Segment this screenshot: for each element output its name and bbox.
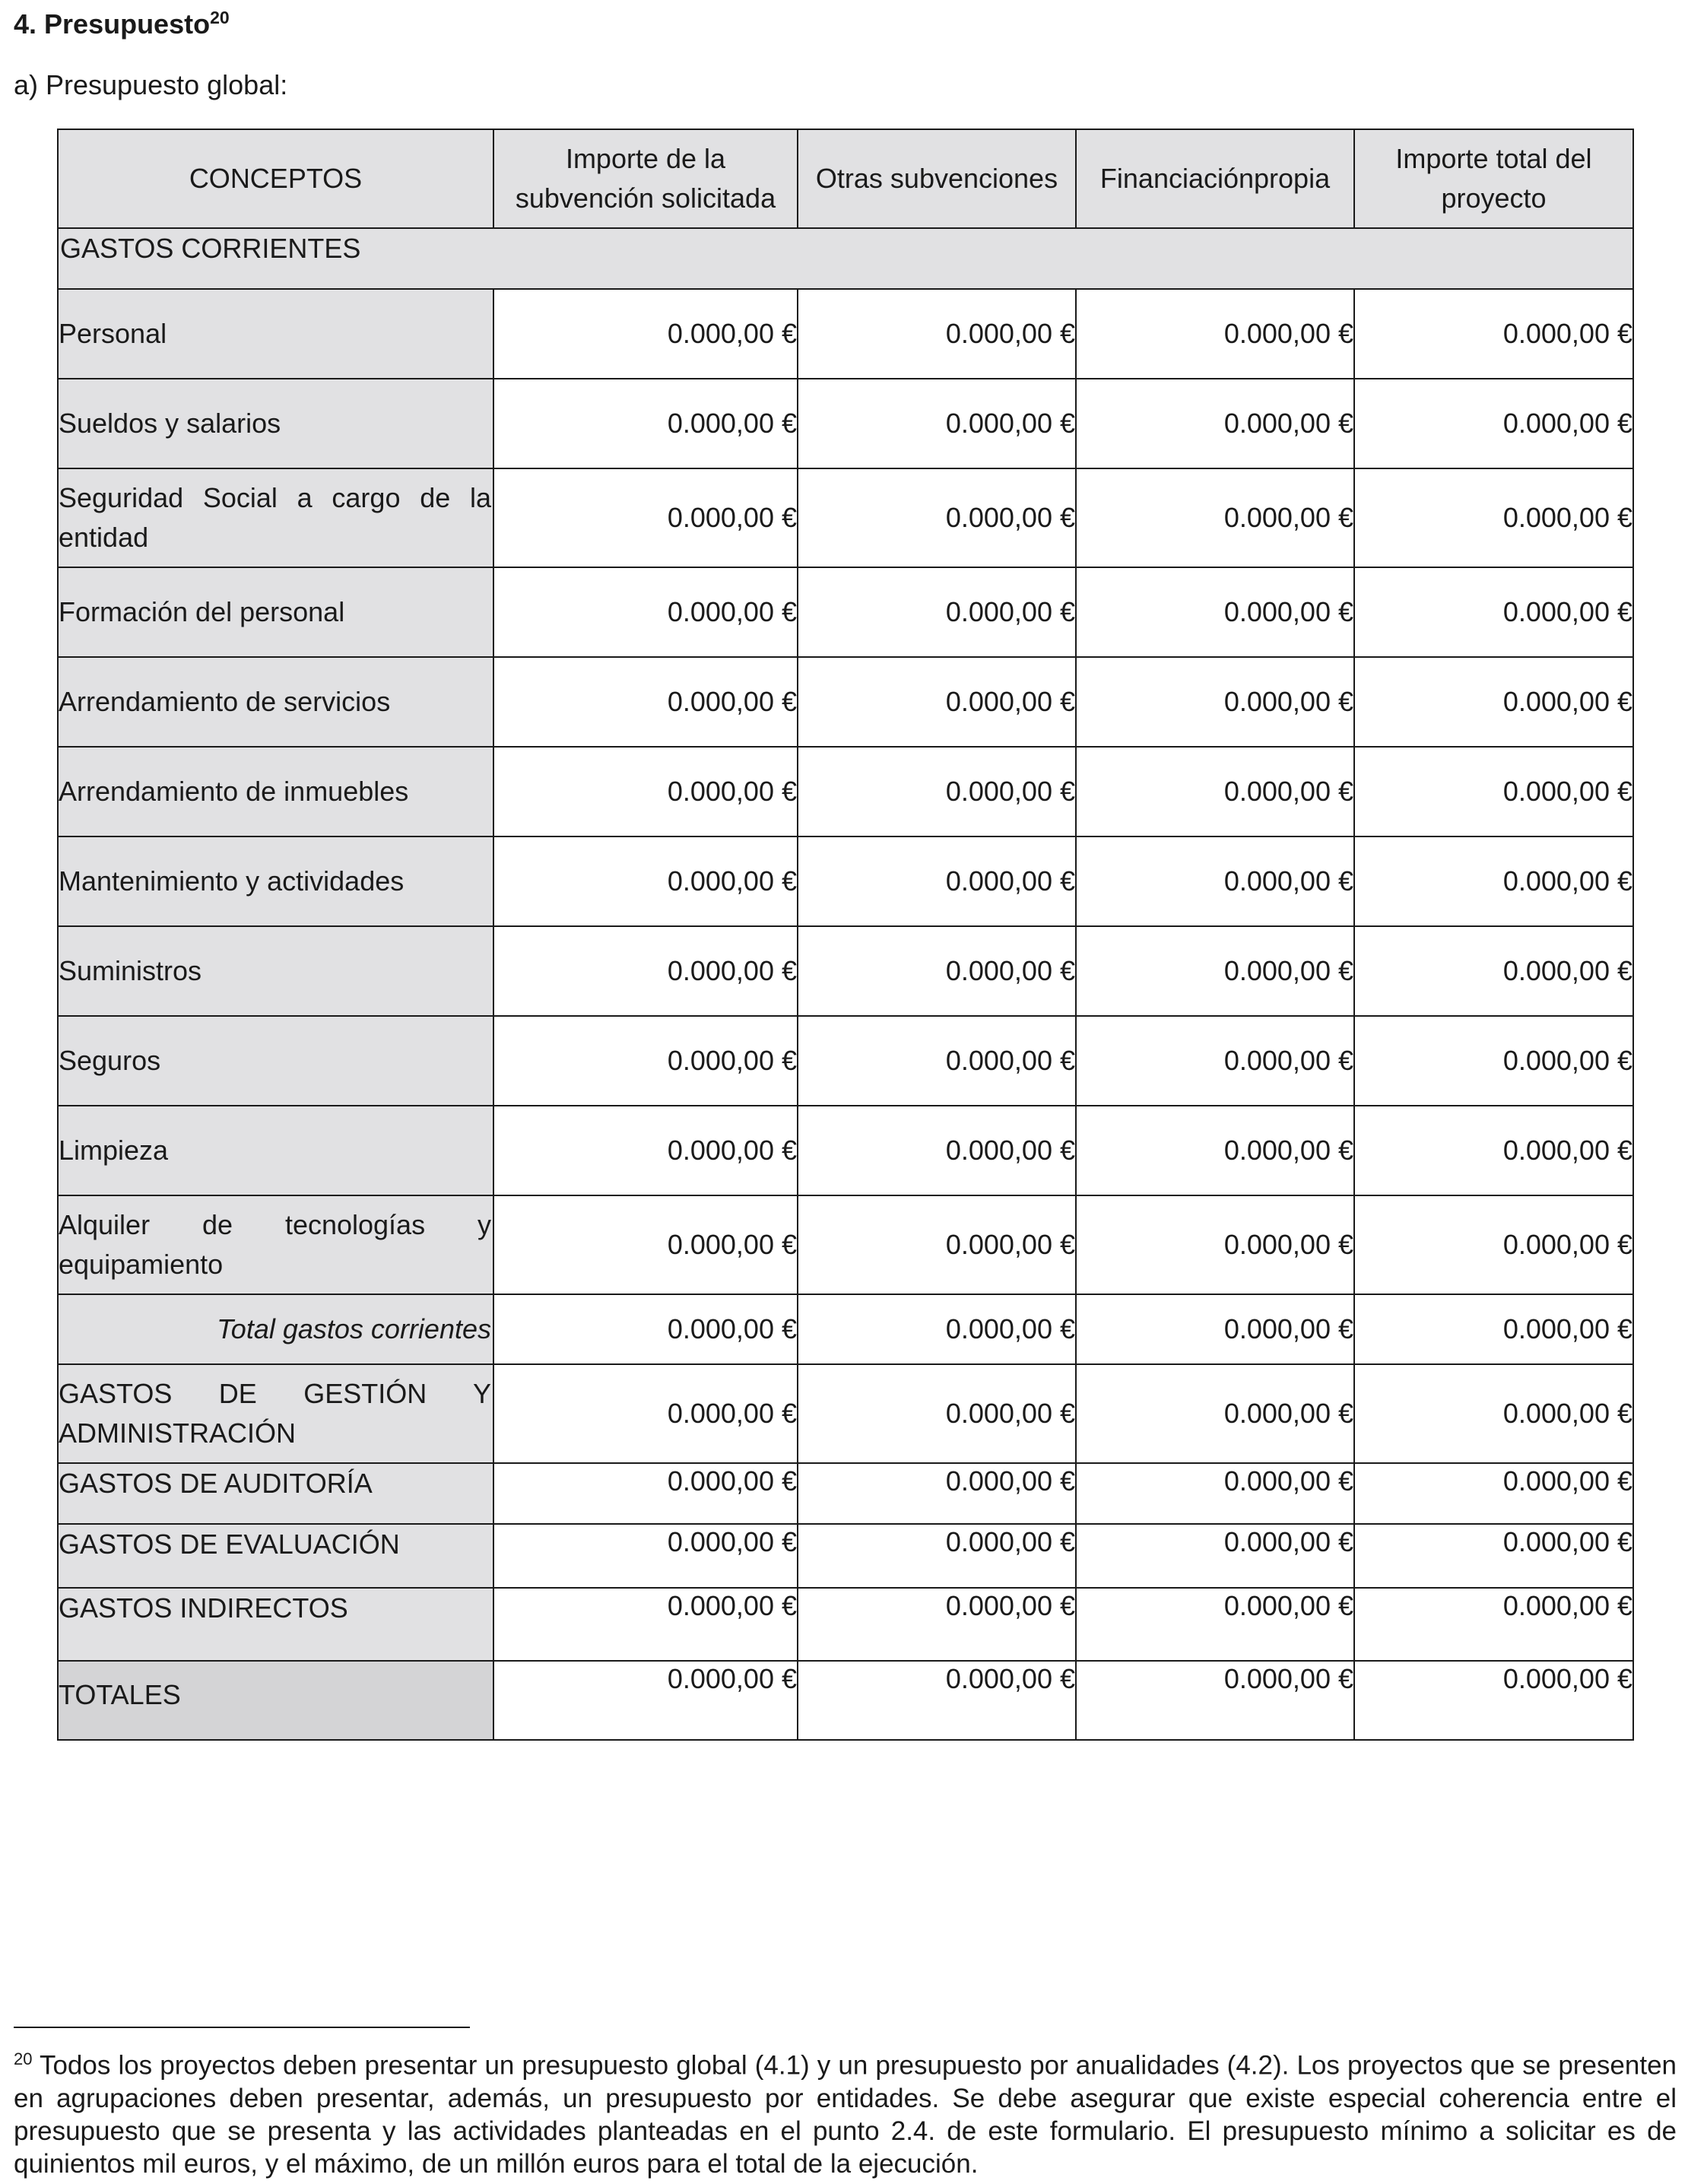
amount-cell[interactable]: 0.000,00 €: [1076, 1661, 1354, 1740]
amount-cell[interactable]: 0.000,00 €: [1076, 1364, 1354, 1463]
amount-cell[interactable]: 0.000,00 €: [1076, 289, 1354, 379]
amount-cell[interactable]: 0.000,00 €: [1354, 926, 1633, 1016]
table-row: [58, 1661, 1633, 1740]
amount-cell[interactable]: 0.000,00 €: [1354, 289, 1633, 379]
amount-cell[interactable]: 0.000,00 €: [1076, 657, 1354, 747]
amount-cell[interactable]: 0.000,00 €: [1354, 567, 1633, 657]
amount-cell[interactable]: 0.000,00 €: [798, 657, 1076, 747]
header-otras-subvenciones: Otras subvenciones: [798, 129, 1076, 228]
concept-cell: Limpieza: [58, 1106, 493, 1195]
amount-cell[interactable]: 0.000,00 €: [493, 379, 798, 468]
amount-cell[interactable]: 0.000,00 €: [493, 1106, 798, 1195]
amount-cell[interactable]: 0.000,00 €: [798, 1195, 1076, 1294]
concept-cell: Personal: [58, 289, 493, 379]
footnote-reference: 20: [210, 8, 230, 27]
amount-cell[interactable]: 0.000,00 €: [493, 1661, 798, 1740]
table-row: [58, 747, 1633, 836]
amount-cell[interactable]: 0.000,00 €: [1354, 1195, 1633, 1294]
table-row: [58, 1524, 1633, 1588]
table-row: [58, 1588, 1633, 1661]
amount-cell[interactable]: 0.000,00 €: [493, 289, 798, 379]
concept-cell: GASTOS INDIRECTOS: [58, 1588, 493, 1661]
amount-cell[interactable]: 0.000,00 €: [1076, 1195, 1354, 1294]
concept-cell: Alquiler de tecnologías y equipamiento: [58, 1195, 493, 1294]
table-row: [58, 289, 1633, 379]
amount-cell[interactable]: 0.000,00 €: [1354, 1661, 1633, 1740]
footnote: [14, 2043, 1677, 2180]
amount-cell[interactable]: 0.000,00 €: [798, 836, 1076, 926]
amount-cell[interactable]: 0.000,00 €: [1076, 1524, 1354, 1588]
amount-cell[interactable]: 0.000,00 €: [798, 1106, 1076, 1195]
amount-cell[interactable]: 0.000,00 €: [1354, 1106, 1633, 1195]
header-importe-subvencion: Importe de la subvención solicitada: [493, 129, 798, 228]
amount-cell[interactable]: 0.000,00 €: [1076, 379, 1354, 468]
amount-cell[interactable]: 0.000,00 €: [493, 468, 798, 567]
table-row: [58, 926, 1633, 1016]
section-title: [14, 8, 230, 40]
amount-cell[interactable]: 0.000,00 €: [1076, 1016, 1354, 1106]
concept-cell: Sueldos y salarios: [58, 379, 493, 468]
amount-cell[interactable]: 0.000,00 €: [798, 567, 1076, 657]
amount-cell[interactable]: 0.000,00 €: [1354, 657, 1633, 747]
amount-cell[interactable]: 0.000,00 €: [1076, 836, 1354, 926]
amount-cell[interactable]: 0.000,00 €: [1076, 468, 1354, 567]
amount-cell[interactable]: 0.000,00 €: [493, 747, 798, 836]
budget-table: [57, 129, 1634, 1741]
amount-cell[interactable]: 0.000,00 €: [1076, 1106, 1354, 1195]
amount-cell[interactable]: 0.000,00 €: [1076, 1294, 1354, 1364]
amount-cell[interactable]: 0.000,00 €: [1076, 747, 1354, 836]
amount-cell[interactable]: 0.000,00 €: [798, 289, 1076, 379]
amount-cell[interactable]: 0.000,00 €: [798, 468, 1076, 567]
footnote-text: Todos los proyectos deben presentar un presupuesto global (4.1) y un presupuesto por anualidades (4.2). Los proyectos que se presenten en agrupaciones deben presentar, además, un presupuesto por entidades. Se debe asegurar que existe especial coherencia entre el presupuesto que se presenta y las actividades planteadas en el punto 2.4. de este formulario. El presupuesto mínimo a solicitar es de quinientos mil euros, y el máximo, de un millón euros para el total de la ejecución.: [14, 2050, 1677, 2179]
amount-cell[interactable]: 0.000,00 €: [798, 1364, 1076, 1463]
amount-cell[interactable]: 0.000,00 €: [1354, 1524, 1633, 1588]
amount-cell[interactable]: 0.000,00 €: [493, 1524, 798, 1588]
amount-cell[interactable]: 0.000,00 €: [798, 1463, 1076, 1524]
concept-cell: Arrendamiento de inmuebles: [58, 747, 493, 836]
amount-cell[interactable]: 0.000,00 €: [1354, 1294, 1633, 1364]
header-financiacion-propia: Financiaciónpropia: [1076, 129, 1354, 228]
amount-cell[interactable]: 0.000,00 €: [1354, 1463, 1633, 1524]
amount-cell[interactable]: 0.000,00 €: [1076, 926, 1354, 1016]
amount-cell[interactable]: 0.000,00 €: [1354, 1016, 1633, 1106]
concept-cell: GASTOS DE EVALUACIÓN: [58, 1524, 493, 1588]
group-label: GASTOS CORRIENTES: [58, 228, 1633, 289]
amount-cell[interactable]: 0.000,00 €: [493, 1364, 798, 1463]
footnote-number: 20: [14, 2049, 33, 2068]
concept-cell: Seguridad Social a cargo de la entidad: [58, 468, 493, 567]
header-importe-total: Importe total del proyecto: [1354, 129, 1633, 228]
amount-cell[interactable]: 0.000,00 €: [798, 379, 1076, 468]
amount-cell[interactable]: 0.000,00 €: [1354, 468, 1633, 567]
amount-cell[interactable]: 0.000,00 €: [493, 657, 798, 747]
concept-cell: Arrendamiento de servicios: [58, 657, 493, 747]
amount-cell[interactable]: 0.000,00 €: [798, 1588, 1076, 1661]
amount-cell[interactable]: 0.000,00 €: [493, 1016, 798, 1106]
concept-cell: Mantenimiento y actividades: [58, 836, 493, 926]
concept-cell: TOTALES: [58, 1661, 493, 1740]
amount-cell[interactable]: 0.000,00 €: [493, 1588, 798, 1661]
amount-cell[interactable]: 0.000,00 €: [1076, 1588, 1354, 1661]
section-title-text: 4. Presupuesto: [14, 8, 211, 40]
amount-cell[interactable]: 0.000,00 €: [493, 836, 798, 926]
table-row: [58, 1016, 1633, 1106]
amount-cell[interactable]: 0.000,00 €: [1076, 1463, 1354, 1524]
amount-cell[interactable]: 0.000,00 €: [798, 1294, 1076, 1364]
amount-cell[interactable]: 0.000,00 €: [798, 1016, 1076, 1106]
table-row: [58, 1364, 1633, 1463]
amount-cell[interactable]: 0.000,00 €: [493, 926, 798, 1016]
amount-cell[interactable]: 0.000,00 €: [493, 567, 798, 657]
footnote-divider: [14, 2027, 470, 2028]
concept-cell: Formación del personal: [58, 567, 493, 657]
table-row: [58, 1463, 1633, 1524]
concept-cell: Total gastos corrientes: [58, 1294, 493, 1364]
header-conceptos: CONCEPTOS: [58, 129, 493, 228]
table-row: [58, 657, 1633, 747]
amount-cell[interactable]: 0.000,00 €: [1354, 747, 1633, 836]
table-row: [58, 1195, 1633, 1294]
group-row-gastos-corrientes: [58, 228, 1633, 289]
table-row: [58, 567, 1633, 657]
amount-cell[interactable]: 0.000,00 €: [493, 1294, 798, 1364]
concept-cell: GASTOS DE GESTIÓN Y ADMINISTRACIÓN: [58, 1364, 493, 1463]
subsection-title: a) Presupuesto global:: [14, 69, 288, 100]
amount-cell[interactable]: 0.000,00 €: [1076, 567, 1354, 657]
table-row: [58, 836, 1633, 926]
table-row: [58, 1294, 1633, 1364]
amount-cell[interactable]: 0.000,00 €: [1354, 379, 1633, 468]
table-row: [58, 379, 1633, 468]
table-row: [58, 468, 1633, 567]
amount-cell[interactable]: 0.000,00 €: [1354, 836, 1633, 926]
concept-cell: GASTOS DE AUDITORÍA: [58, 1463, 493, 1524]
header-row: [58, 129, 1633, 228]
amount-cell[interactable]: 0.000,00 €: [493, 1195, 798, 1294]
amount-cell[interactable]: 0.000,00 €: [798, 747, 1076, 836]
amount-cell[interactable]: 0.000,00 €: [493, 1463, 798, 1524]
amount-cell[interactable]: 0.000,00 €: [798, 926, 1076, 1016]
concept-cell: Suministros: [58, 926, 493, 1016]
amount-cell[interactable]: 0.000,00 €: [1354, 1588, 1633, 1661]
table-row: [58, 1106, 1633, 1195]
amount-cell[interactable]: 0.000,00 €: [1354, 1364, 1633, 1463]
amount-cell[interactable]: 0.000,00 €: [798, 1661, 1076, 1740]
concept-cell: Seguros: [58, 1016, 493, 1106]
amount-cell[interactable]: 0.000,00 €: [798, 1524, 1076, 1588]
